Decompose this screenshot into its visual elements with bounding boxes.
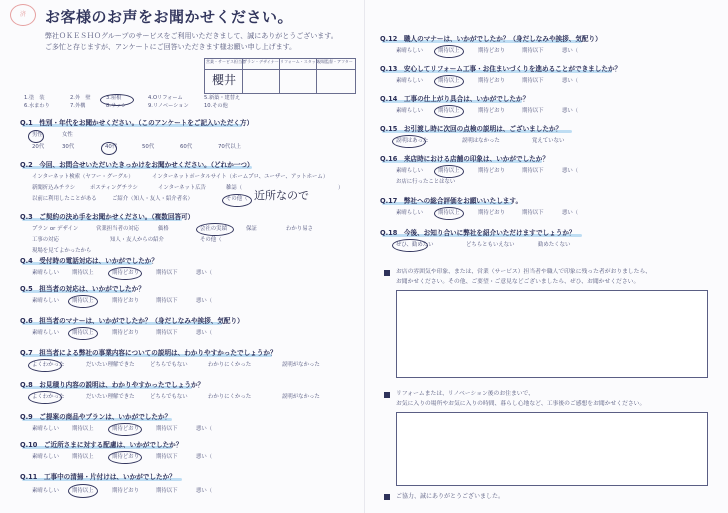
- q3-option-plan[interactable]: プラン or デザイン: [32, 226, 79, 232]
- q8-option-none[interactable]: 説明がなかった: [282, 394, 320, 400]
- q16-option-below[interactable]: 期待以下: [522, 168, 544, 174]
- q10-option-above[interactable]: 期待以上: [72, 454, 94, 460]
- q12-option-expected[interactable]: 期待どおり: [478, 48, 505, 54]
- service-3: 3.屋根: [106, 95, 122, 101]
- q17-option-expected[interactable]: 期待どおり: [478, 210, 505, 216]
- q2-option-newspaper[interactable]: 新聞折込みチラシ: [32, 185, 76, 191]
- q4-circle: [108, 267, 142, 280]
- q12-option-above[interactable]: 期待以上: [438, 48, 460, 54]
- q4-option-above[interactable]: 期待以上: [72, 270, 94, 276]
- q7-option-none[interactable]: 説明がなかった: [282, 362, 320, 368]
- q10-circle: [108, 451, 142, 464]
- q9-option-expected[interactable]: 期待どおり: [112, 426, 139, 432]
- footer-thanks: ご協力、誠にありがとうございました。: [396, 493, 505, 500]
- q2-option-referral[interactable]: ご紹介（知人・友人・紹介者名）: [112, 196, 193, 202]
- service-6: 6.水まわり: [24, 103, 50, 109]
- q1-option-20s[interactable]: 20代: [32, 144, 45, 150]
- q15-circle: [392, 135, 429, 148]
- comment2-textarea[interactable]: [396, 412, 708, 486]
- q16-option-excellent[interactable]: 素晴らしい: [396, 168, 423, 174]
- page-fold: [364, 0, 365, 513]
- service-2: 2.外 壁: [70, 95, 91, 101]
- q2-option-search[interactable]: インターネット検索（ヤフー・グーグル）: [32, 174, 134, 180]
- q11-option-below[interactable]: 期待以下: [156, 488, 178, 494]
- q7-option-neutral[interactable]: どちらでもない: [150, 362, 188, 368]
- q9-option-above[interactable]: 期待以上: [72, 426, 94, 432]
- q14-option-above[interactable]: 期待以上: [438, 108, 460, 114]
- q18-option-neutral[interactable]: どちらともいえない: [466, 242, 515, 248]
- footer-bullet: [384, 494, 390, 500]
- q8-circle: [28, 391, 65, 404]
- q12-option-below[interactable]: 期待以下: [522, 48, 544, 54]
- q4-option-below[interactable]: 期待以下: [156, 270, 178, 276]
- q10-option-expected[interactable]: 期待どおり: [112, 454, 139, 460]
- q9-option-excellent[interactable]: 素晴らしい: [32, 426, 59, 432]
- q5-option-below[interactable]: 期待以下: [156, 298, 178, 304]
- q1-option-30s[interactable]: 30代: [62, 144, 75, 150]
- q2-option-portal[interactable]: インターネットポータルサイト（ホームプロ、ユーザー、アットホーム）: [152, 174, 329, 180]
- staff-handwritten-name: 櫻井: [212, 73, 237, 87]
- q12-option-excellent[interactable]: 素晴らしい: [396, 48, 423, 54]
- q13-option-expected[interactable]: 期待どおり: [478, 78, 505, 84]
- q10-label: Q.10 ご近所さまに対する配慮は、いかがでしたか？: [20, 441, 183, 449]
- q7-option-mostly[interactable]: だいたい理解できた: [86, 362, 135, 368]
- received-stamp: 済: [10, 4, 36, 26]
- service-10: 10.その他: [204, 103, 228, 109]
- q3-option-site[interactable]: 現場を見てよかったから: [32, 248, 92, 254]
- q6-option-expected[interactable]: 期待どおり: [112, 330, 139, 336]
- q16-option-above[interactable]: 期待以上: [438, 168, 460, 174]
- comment2-bullet: [384, 392, 390, 398]
- q17-option-above[interactable]: 期待以上: [438, 210, 460, 216]
- q17-option-below[interactable]: 期待以下: [522, 210, 544, 216]
- q3-option-other[interactable]: その他（: [200, 237, 222, 243]
- q12-label: Q.12 職人のマナーは、いかがでしたか？（身だしなみや挨拶、気配り）: [380, 35, 602, 43]
- service-4: 4.Oリフォーム: [148, 95, 183, 101]
- q6-option-bad[interactable]: 悪い（: [196, 330, 213, 336]
- q18-option-recommend[interactable]: ぜひ、勧めたい: [396, 242, 434, 248]
- q14-circle: [434, 105, 464, 118]
- q13-option-bad[interactable]: 悪い（: [562, 78, 579, 84]
- q13-option-above[interactable]: 期待以上: [438, 78, 460, 84]
- q2-option-posting[interactable]: ポスティングチラシ: [90, 185, 138, 191]
- q6-option-above[interactable]: 期待以上: [72, 330, 94, 336]
- q8-label: Q.8 お見積り内容の説明は、わかりやすかったでしょうか？: [20, 381, 205, 389]
- q3-option-clarity[interactable]: わかり易さ: [286, 226, 313, 232]
- q16-option-never-visited[interactable]: お店に行ったことはない: [396, 179, 456, 185]
- q15-option-not-explained[interactable]: 説明はなかった: [462, 138, 500, 144]
- q1-label: Q.1 性別・年代をお聞かせください。（このアンケートをご記入いただく方）: [20, 119, 254, 127]
- q15-label: Q.15 お引渡し時に次回の点検の説明は、ございましたか？: [380, 125, 563, 133]
- q14-option-bad[interactable]: 悪い（: [562, 108, 579, 114]
- q5-option-excellent[interactable]: 素晴らしい: [32, 298, 59, 304]
- q2-other-circle: [222, 194, 252, 207]
- comment1-prompt-2: お聞かせください。その他、ご要望・ご意見などございましたら、ぜひ、お聞かせください。: [396, 279, 640, 285]
- q17-label: Q.17 弊社への総合評価をお願いいたします。: [380, 197, 523, 205]
- q9-circle: [108, 423, 142, 436]
- q13-label: Q.13 安心してリフォーム工事・お住まいづくりを進めることができましたか？: [380, 65, 622, 73]
- staff-header-1: 営業・サービス担当者: [206, 59, 246, 64]
- q7-label: Q.7 担当者による弊社の事業内容についての説明は、わかりやすかったでしょうか？: [20, 349, 277, 357]
- q9-label: Q.9 ご提案の商品やプランは、いかがでしたか？: [20, 413, 172, 421]
- q13-option-excellent[interactable]: 素晴らしい: [396, 78, 423, 84]
- q12-circle: [434, 45, 464, 58]
- q18-circle: [392, 239, 428, 252]
- q16-label: Q.16 来店時における店舗の印象は、いかがでしたか？: [380, 155, 549, 163]
- q3-option-construction[interactable]: 工事の対応: [32, 237, 59, 243]
- q14-option-below[interactable]: 期待以下: [522, 108, 544, 114]
- staff-header-3: リフォーム・スタッフ: [280, 59, 320, 64]
- q5-label: Q.5 担当者の対応は、いかがでしたか？: [20, 285, 145, 293]
- q2-magazine-close: ）: [338, 185, 344, 191]
- q10-option-bad[interactable]: 悪い（: [196, 454, 213, 460]
- q18-option-no[interactable]: 勧めたくない: [538, 242, 571, 248]
- service-5: 5.新築・建替え: [204, 95, 241, 101]
- q1-option-70s[interactable]: 70代以上: [218, 144, 242, 150]
- q11-option-bad[interactable]: 悪い（: [196, 488, 213, 494]
- q2-option-ad[interactable]: インターネット広告: [158, 185, 207, 191]
- q10-option-excellent[interactable]: 素晴らしい: [32, 454, 59, 460]
- q8-option-unclear[interactable]: わかりにくかった: [208, 394, 252, 400]
- q2-option-other[interactable]: その他（: [226, 196, 248, 202]
- intro-line-2: ご多忙と存じますが、アンケートにご回答いただきます様お願い申し上げます。: [45, 43, 297, 51]
- q5-option-bad[interactable]: 悪い（: [196, 298, 213, 304]
- q15-option-explained[interactable]: 説明はあった: [396, 138, 429, 144]
- q3-label: Q.3 ご契約の決め手をお聞かせください。（複数回答可）: [20, 213, 195, 221]
- q14-option-expected[interactable]: 期待どおり: [478, 108, 505, 114]
- q2-handwritten-answer: 近所なので: [254, 189, 309, 202]
- service-7: 7.外構: [70, 103, 86, 109]
- q16-circle: [434, 165, 464, 178]
- q17-option-excellent[interactable]: 素晴らしい: [396, 210, 423, 216]
- q10-option-below[interactable]: 期待以下: [156, 454, 178, 460]
- service-9: 9.リノベーション: [148, 103, 189, 109]
- q5-option-expected[interactable]: 期待どおり: [112, 298, 139, 304]
- q17-circle: [434, 207, 464, 220]
- q12-option-bad[interactable]: 悪い（: [562, 48, 579, 54]
- q5-circle: [68, 295, 98, 308]
- q4-option-expected[interactable]: 期待どおり: [112, 270, 139, 276]
- q6-option-below[interactable]: 期待以下: [156, 330, 178, 336]
- staff-header-2: プラン・デザイナー: [243, 59, 279, 64]
- q6-circle: [68, 327, 98, 340]
- q14-label: Q.14 工事の仕上がり具合は、いかがでしたか？: [380, 95, 530, 103]
- q3-record-circle: [196, 223, 234, 236]
- q3-option-price[interactable]: 価格: [158, 226, 169, 232]
- comment2-prompt-2: お気に入りの場所やお気に入りの時間、暮らし心地など、工事後のご感想をお聞かせください。: [396, 401, 646, 407]
- q4-label: Q.4 受付時の電話対応は、いかがでしたか？: [20, 257, 158, 265]
- staff-header-4: 現場監督・アフター: [317, 59, 353, 64]
- intro-line-1: 弊社ＯＫＥＳＨＯグループのサービスをご利用いただきまして、誠にありがとうございます。: [45, 32, 338, 40]
- q17-option-bad[interactable]: 悪い（: [562, 210, 579, 216]
- q8-option-mostly[interactable]: だいたい理解できた: [86, 394, 135, 400]
- q1-option-40s[interactable]: 40代: [105, 144, 118, 150]
- q13-option-below[interactable]: 期待以下: [522, 78, 544, 84]
- q6-label: Q.6 担当者のマナーは、いかがでしたか？（身だしなみや挨拶、気配り）: [20, 317, 244, 325]
- q1-option-female[interactable]: 女性: [62, 132, 73, 138]
- service-8: 8.サッシ: [106, 103, 127, 109]
- q3-option-acquaintance[interactable]: 知人・友人からの紹介: [110, 237, 164, 243]
- q2-option-repeat[interactable]: 以前に利用したことがある: [32, 196, 97, 202]
- q9-option-bad[interactable]: 悪い（: [196, 426, 213, 432]
- q5-option-above[interactable]: 期待以上: [72, 298, 94, 304]
- q4-option-bad[interactable]: 悪い（: [196, 270, 213, 276]
- q2-option-magazine[interactable]: 雑誌（: [226, 185, 243, 191]
- q6-option-excellent[interactable]: 素晴らしい: [32, 330, 59, 336]
- q11-label: Q.11 工事中の清掃・片付けは、いかがでしたか？: [20, 473, 176, 481]
- q13-circle: [434, 75, 464, 88]
- q2-label: Q.2 今回、お問合せいただいたきっかけをお聞かせください。（どれか一つ）: [20, 161, 254, 169]
- q4-option-excellent[interactable]: 素晴らしい: [32, 270, 59, 276]
- q1-option-60s[interactable]: 60代: [180, 144, 193, 150]
- q11-option-excellent[interactable]: 素晴らしい: [32, 488, 59, 494]
- q1-age-circle: [101, 142, 117, 155]
- q18-label: Q.18 今後、お知り合いに弊社を紹介いただけますでしょうか？: [380, 229, 576, 237]
- q8-option-neutral[interactable]: どちらでもない: [150, 394, 188, 400]
- q14-option-excellent[interactable]: 素晴らしい: [396, 108, 423, 114]
- q1-option-male[interactable]: 男性: [32, 132, 43, 138]
- q1-male-circle: [28, 130, 44, 143]
- q16-option-bad[interactable]: 悪い（: [562, 168, 579, 174]
- q8-option-clear[interactable]: よくわかった: [32, 394, 65, 400]
- comment1-bullet: [384, 270, 390, 276]
- q15-option-not-remember[interactable]: 覚えていない: [532, 138, 565, 144]
- q3-option-warranty[interactable]: 保証: [246, 226, 257, 232]
- q7-option-unclear[interactable]: わかりにくかった: [208, 362, 252, 368]
- service-circle: [100, 94, 134, 106]
- q11-circle: [68, 484, 98, 498]
- q11-option-above[interactable]: 期待以上: [72, 488, 94, 494]
- q7-circle: [28, 359, 65, 372]
- q7-option-clear[interactable]: よくわかった: [32, 362, 65, 368]
- page-title: お客様のお声をお聞かせください。: [45, 8, 294, 26]
- comment2-prompt-1: リフォームまたは、リノベーション後のお住まいで、: [396, 391, 535, 397]
- service-1: 1.塗 装: [24, 95, 45, 101]
- q9-option-below[interactable]: 期待以下: [156, 426, 178, 432]
- q1-option-50s[interactable]: 50代: [142, 144, 155, 150]
- q11-option-expected[interactable]: 期待どおり: [112, 488, 139, 494]
- comment1-textarea[interactable]: [396, 290, 708, 378]
- comment1-prompt-1: お店の雰囲気や印象、または、営業（サービス）担当者や職人で印象に残った者がおりましたら、: [396, 269, 652, 275]
- q3-option-sales[interactable]: 営業担当者の対応: [96, 226, 140, 232]
- q3-option-record[interactable]: 会社の実績: [200, 226, 227, 232]
- q16-option-expected[interactable]: 期待どおり: [478, 168, 505, 174]
